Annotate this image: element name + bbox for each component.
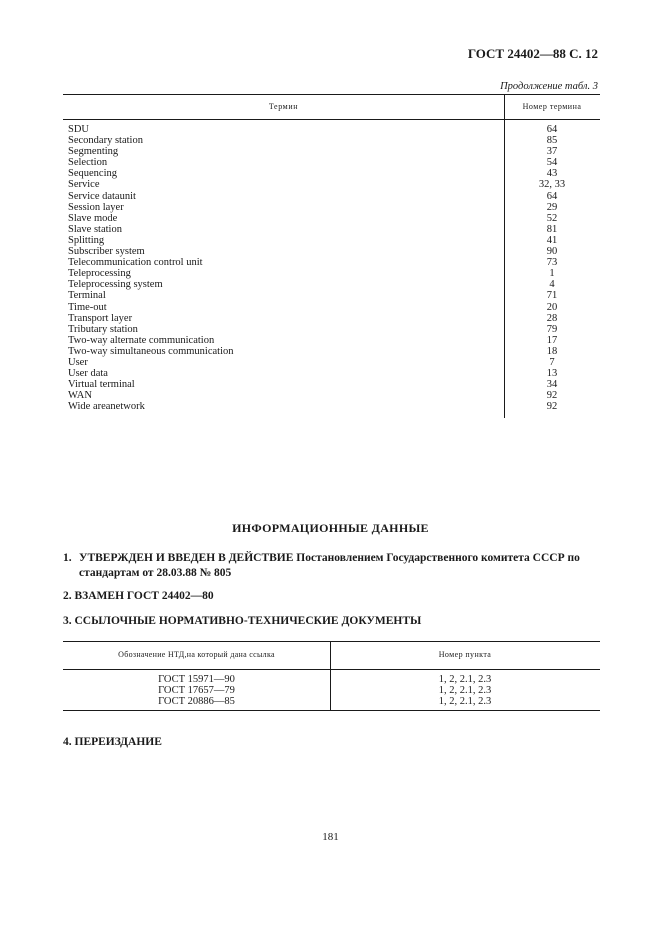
table-rule <box>63 641 600 642</box>
term-cell: User <box>68 356 88 368</box>
term-number-cell: 29 <box>546 201 558 213</box>
table-row <box>63 674 600 685</box>
term-cell: Sequencing <box>68 168 117 180</box>
table-row <box>63 279 600 290</box>
term-number-cell: 92 <box>546 401 558 413</box>
term-number-cell: 92 <box>546 390 558 402</box>
table-row <box>63 696 600 707</box>
term-number-cell: 7 <box>549 356 555 368</box>
info-item-1 <box>63 551 603 581</box>
table-row <box>63 191 600 202</box>
table-row <box>63 324 600 335</box>
term-number-cell: 64 <box>546 124 558 135</box>
term-number-cell: 17 <box>546 334 558 346</box>
item-number: 1. <box>63 552 72 564</box>
term-number-cell: 28 <box>546 312 558 324</box>
table-row <box>63 224 600 235</box>
point-cell: 1, 2, 2.1, 2.3 <box>438 696 492 707</box>
table-row <box>63 379 600 390</box>
term-cell: Time-out <box>68 301 107 313</box>
table-row <box>63 357 600 368</box>
table-rule <box>63 94 600 95</box>
info-item-4: 4. ПЕРЕИЗДАНИЕ <box>63 736 162 748</box>
reference-table <box>63 641 600 711</box>
term-cell: Service <box>68 179 100 191</box>
term-number-cell: 71 <box>546 290 558 302</box>
term-number-cell: 85 <box>546 135 558 147</box>
point-cell: 1, 2, 2.1, 2.3 <box>438 674 492 685</box>
table-row <box>63 401 600 412</box>
table-row <box>63 202 600 213</box>
term-number-cell: 81 <box>546 223 558 235</box>
term-cell: Teleprocessing <box>68 268 131 280</box>
column-header-term: Термин <box>268 102 299 111</box>
column-header-number: Номер термина <box>522 102 582 111</box>
table-row <box>63 335 600 346</box>
column-header-point: Номер пункта <box>438 650 492 659</box>
table-row <box>63 135 600 146</box>
term-number-cell: 37 <box>546 146 558 158</box>
term-cell: Virtual terminal <box>68 379 135 391</box>
term-cell: Teleprocessing system <box>68 279 163 291</box>
info-item-2: 2. ВЗАМЕН ГОСТ 24402—80 <box>63 590 214 602</box>
term-number-cell: 54 <box>546 157 558 169</box>
term-number-cell: 32, 33 <box>538 179 566 191</box>
term-cell: Slave station <box>68 223 122 235</box>
term-number-cell: 1 <box>549 268 555 280</box>
term-number-cell: 41 <box>546 234 558 246</box>
table-row <box>63 168 600 179</box>
table-row <box>63 368 600 379</box>
table-row <box>63 268 600 279</box>
table-rule <box>63 119 600 120</box>
document-cell: ГОСТ 15971—90 <box>158 674 235 685</box>
item-text: УТВЕРЖДЕН И ВВЕДЕН В ДЕЙСТВИЕ Постановлением Государственного комитета СССР по стандартам от 28.03.88 № 805 <box>79 552 580 579</box>
term-cell: Two-way alternate communication <box>68 334 215 346</box>
term-cell: Telecommunication control unit <box>68 257 203 269</box>
table-row <box>63 246 600 257</box>
term-number-cell: 79 <box>546 323 558 335</box>
term-number-cell: 4 <box>549 279 555 291</box>
term-number-cell: 73 <box>546 257 558 269</box>
term-number-cell: 20 <box>546 301 558 313</box>
section-title: ИНФОРМАЦИОННЫЕ ДАННЫЕ <box>232 521 429 535</box>
term-number-cell: 43 <box>546 168 558 180</box>
terms-table-body <box>63 124 600 412</box>
table-continuation-note: Продолжение табл. 3 <box>500 81 598 92</box>
table-row <box>63 124 600 135</box>
term-cell: Tributary station <box>68 323 138 335</box>
table-row <box>63 346 600 357</box>
term-cell: Session layer <box>68 201 124 213</box>
term-cell: Service dataunit <box>68 190 136 202</box>
table-row <box>63 685 600 696</box>
table-row <box>63 213 600 224</box>
term-number-cell: 90 <box>546 246 558 258</box>
term-number-cell: 64 <box>546 190 558 202</box>
table-row <box>63 157 600 168</box>
term-cell: Transport layer <box>68 312 133 324</box>
table-row <box>63 390 600 401</box>
page-number: 181 <box>322 831 339 843</box>
term-cell: WAN <box>68 390 92 402</box>
table-row <box>63 235 600 246</box>
term-cell: Terminal <box>68 290 106 302</box>
term-cell: Subscriber system <box>68 246 145 258</box>
table-row <box>63 302 600 313</box>
info-item-3: 3. ССЫЛОЧНЫЕ НОРМАТИВНО-ТЕХНИЧЕСКИЕ ДОКУМЕНТЫ <box>63 615 422 627</box>
term-number-cell: 13 <box>546 368 558 380</box>
term-cell: Secondary station <box>68 135 143 147</box>
term-number-cell: 18 <box>546 345 558 357</box>
table-row <box>63 257 600 268</box>
table-row <box>63 179 600 190</box>
term-number-cell: 34 <box>546 379 558 391</box>
table-row <box>63 290 600 301</box>
table-row <box>63 313 600 324</box>
term-cell: SDU <box>68 124 90 135</box>
document-cell: ГОСТ 17657—79 <box>158 685 235 696</box>
term-cell: Wide areanetwork <box>68 401 145 413</box>
table-rule <box>63 669 600 670</box>
column-header-document: Обозначение НТД,на который дана ссылка <box>118 650 275 659</box>
term-cell: Splitting <box>68 234 105 246</box>
running-header: ГОСТ 24402—88 С. 12 <box>467 46 598 61</box>
reference-table-body <box>63 674 600 707</box>
term-cell: Slave mode <box>68 212 118 224</box>
term-number-cell: 52 <box>546 212 558 224</box>
point-cell: 1, 2, 2.1, 2.3 <box>438 685 492 696</box>
term-cell: Selection <box>68 157 108 169</box>
term-cell: User data <box>68 368 108 380</box>
table-row <box>63 146 600 157</box>
term-cell: Two-way simultaneous communication <box>68 345 234 357</box>
document-cell: ГОСТ 20886—85 <box>158 696 235 707</box>
table-rule <box>63 710 600 711</box>
term-cell: Segmenting <box>68 146 119 158</box>
